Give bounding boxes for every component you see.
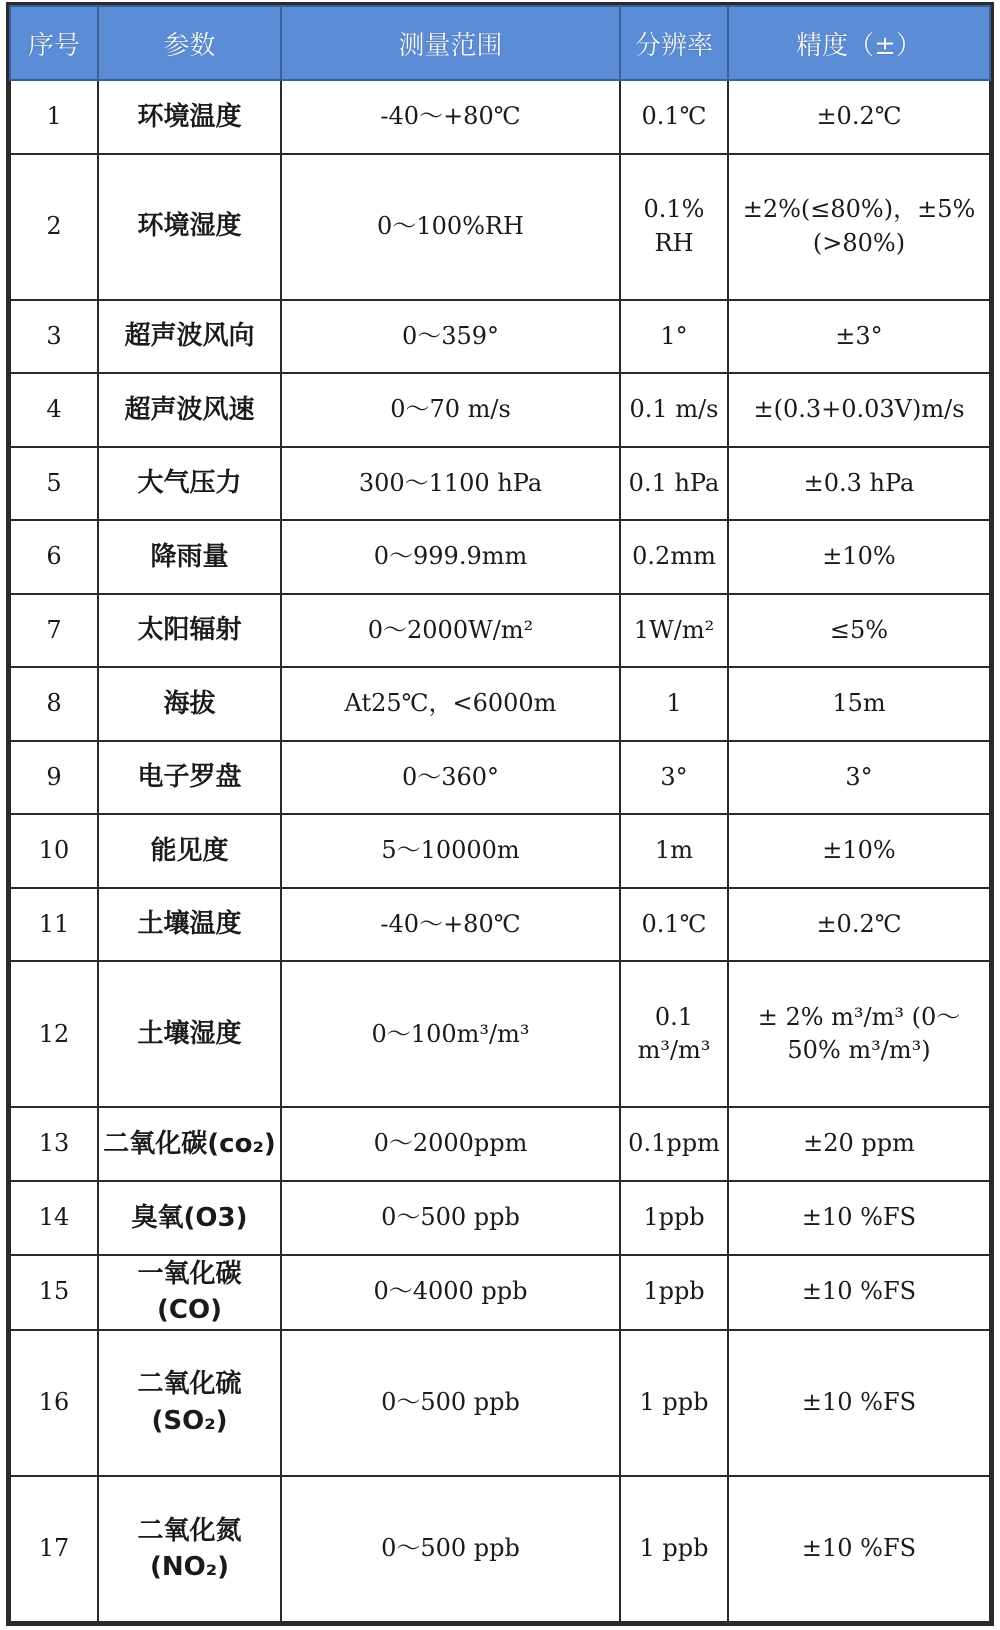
cell-param: 海拔 [98, 667, 281, 741]
table-row [10, 1107, 990, 1181]
table-row [10, 1255, 990, 1330]
cell-no: 10 [10, 814, 98, 888]
table-row [10, 814, 990, 888]
cell-param: 一氧化碳 (CO) [98, 1255, 281, 1330]
cell-no: 2 [10, 154, 98, 300]
cell-param: 环境温度 [98, 80, 281, 154]
cell-accuracy: 3° [728, 741, 990, 815]
cell-resolution: 1 ppb [620, 1476, 728, 1622]
cell-accuracy: ≤5% [728, 594, 990, 668]
cell-no: 16 [10, 1330, 98, 1476]
table-row [10, 1476, 990, 1622]
cell-no: 14 [10, 1181, 98, 1255]
cell-param: 降雨量 [98, 520, 281, 594]
cell-no: 6 [10, 520, 98, 594]
header-range: 测量范围 [281, 6, 620, 80]
cell-range: 0～500 ppb [281, 1330, 620, 1476]
cell-param: 二氧化硫 (SO₂) [98, 1330, 281, 1476]
table-row [10, 447, 990, 521]
table-row [10, 961, 990, 1107]
cell-param: 土壤温度 [98, 888, 281, 962]
cell-accuracy: ±0.3 hPa [728, 447, 990, 521]
cell-param: 太阳辐射 [98, 594, 281, 668]
cell-no: 17 [10, 1476, 98, 1622]
cell-param: 超声波风向 [98, 300, 281, 374]
cell-param: 大气压力 [98, 447, 281, 521]
cell-range: 0～999.9mm [281, 520, 620, 594]
cell-resolution: 0.2mm [620, 520, 728, 594]
cell-resolution: 0.1% RH [620, 154, 728, 300]
cell-no: 11 [10, 888, 98, 962]
cell-range: 0～500 ppb [281, 1181, 620, 1255]
cell-no: 9 [10, 741, 98, 815]
cell-range: 300～1100 hPa [281, 447, 620, 521]
table-row [10, 80, 990, 154]
cell-no: 13 [10, 1107, 98, 1181]
cell-no: 12 [10, 961, 98, 1107]
cell-accuracy: ±10 %FS [728, 1181, 990, 1255]
table-row [10, 1181, 990, 1255]
cell-accuracy: ±10 %FS [728, 1476, 990, 1622]
cell-no: 1 [10, 80, 98, 154]
cell-resolution: 0.1℃ [620, 888, 728, 962]
cell-resolution: 0.1 hPa [620, 447, 728, 521]
cell-resolution: 1 ppb [620, 1330, 728, 1476]
header-accuracy: 精度（±） [728, 6, 990, 80]
cell-resolution: 1 [620, 667, 728, 741]
table-row [10, 594, 990, 668]
cell-accuracy: ±10 %FS [728, 1255, 990, 1330]
cell-accuracy: ±(0.3+0.03V)m/s [728, 373, 990, 447]
cell-no: 5 [10, 447, 98, 521]
cell-range: 0～360° [281, 741, 620, 815]
cell-no: 4 [10, 373, 98, 447]
header-resolution: 分辨率 [620, 6, 728, 80]
table-row [10, 667, 990, 741]
spec-table-frame [6, 2, 994, 1626]
header-no: 序号 [10, 6, 98, 80]
cell-resolution: 0.1 m/s [620, 373, 728, 447]
cell-range: 0～4000 ppb [281, 1255, 620, 1330]
cell-param: 臭氧(O3) [98, 1181, 281, 1255]
table-row [10, 373, 990, 447]
cell-no: 8 [10, 667, 98, 741]
header-row [10, 6, 990, 80]
cell-param: 土壤湿度 [98, 961, 281, 1107]
cell-param: 超声波风速 [98, 373, 281, 447]
sensor-spec-table [9, 5, 991, 1623]
cell-accuracy: 15m [728, 667, 990, 741]
cell-no: 15 [10, 1255, 98, 1330]
cell-resolution: 1W/m² [620, 594, 728, 668]
table-body [10, 80, 990, 1622]
cell-param: 能见度 [98, 814, 281, 888]
cell-accuracy: ±10% [728, 520, 990, 594]
cell-range: 0～100m³/m³ [281, 961, 620, 1107]
cell-range: At25℃，<6000m [281, 667, 620, 741]
cell-range: 0～500 ppb [281, 1476, 620, 1622]
cell-resolution: 0.1ppm [620, 1107, 728, 1181]
cell-resolution: 1° [620, 300, 728, 374]
table-row [10, 1330, 990, 1476]
cell-no: 7 [10, 594, 98, 668]
cell-accuracy: ±10 %FS [728, 1330, 990, 1476]
cell-range: 0～2000ppm [281, 1107, 620, 1181]
cell-accuracy: ±20 ppm [728, 1107, 990, 1181]
cell-resolution: 1ppb [620, 1181, 728, 1255]
cell-accuracy: ±3° [728, 300, 990, 374]
cell-range: 0～2000W/m² [281, 594, 620, 668]
cell-param: 二氧化碳(co₂) [98, 1107, 281, 1181]
cell-range: 5～10000m [281, 814, 620, 888]
table-row [10, 888, 990, 962]
header-param: 参数 [98, 6, 281, 80]
cell-param: 电子罗盘 [98, 741, 281, 815]
cell-param: 环境湿度 [98, 154, 281, 300]
cell-range: 0～359° [281, 300, 620, 374]
cell-accuracy: ±0.2℃ [728, 80, 990, 154]
cell-accuracy: ±10% [728, 814, 990, 888]
cell-range: -40～+80℃ [281, 80, 620, 154]
cell-resolution: 1ppb [620, 1255, 728, 1330]
table-row [10, 520, 990, 594]
cell-accuracy: ± 2% m³/m³ (0～50% m³/m³) [728, 961, 990, 1107]
cell-resolution: 0.1 m³/m³ [620, 961, 728, 1107]
table-row [10, 741, 990, 815]
cell-no: 3 [10, 300, 98, 374]
table-row [10, 154, 990, 300]
cell-resolution: 1m [620, 814, 728, 888]
cell-resolution: 0.1℃ [620, 80, 728, 154]
table-row [10, 300, 990, 374]
cell-param: 二氧化氮 (NO₂) [98, 1476, 281, 1622]
cell-accuracy: ±2%(≤80%)，±5%(>80%) [728, 154, 990, 300]
cell-accuracy: ±0.2℃ [728, 888, 990, 962]
cell-range: -40～+80℃ [281, 888, 620, 962]
cell-resolution: 3° [620, 741, 728, 815]
cell-range: 0～100%RH [281, 154, 620, 300]
cell-range: 0～70 m/s [281, 373, 620, 447]
